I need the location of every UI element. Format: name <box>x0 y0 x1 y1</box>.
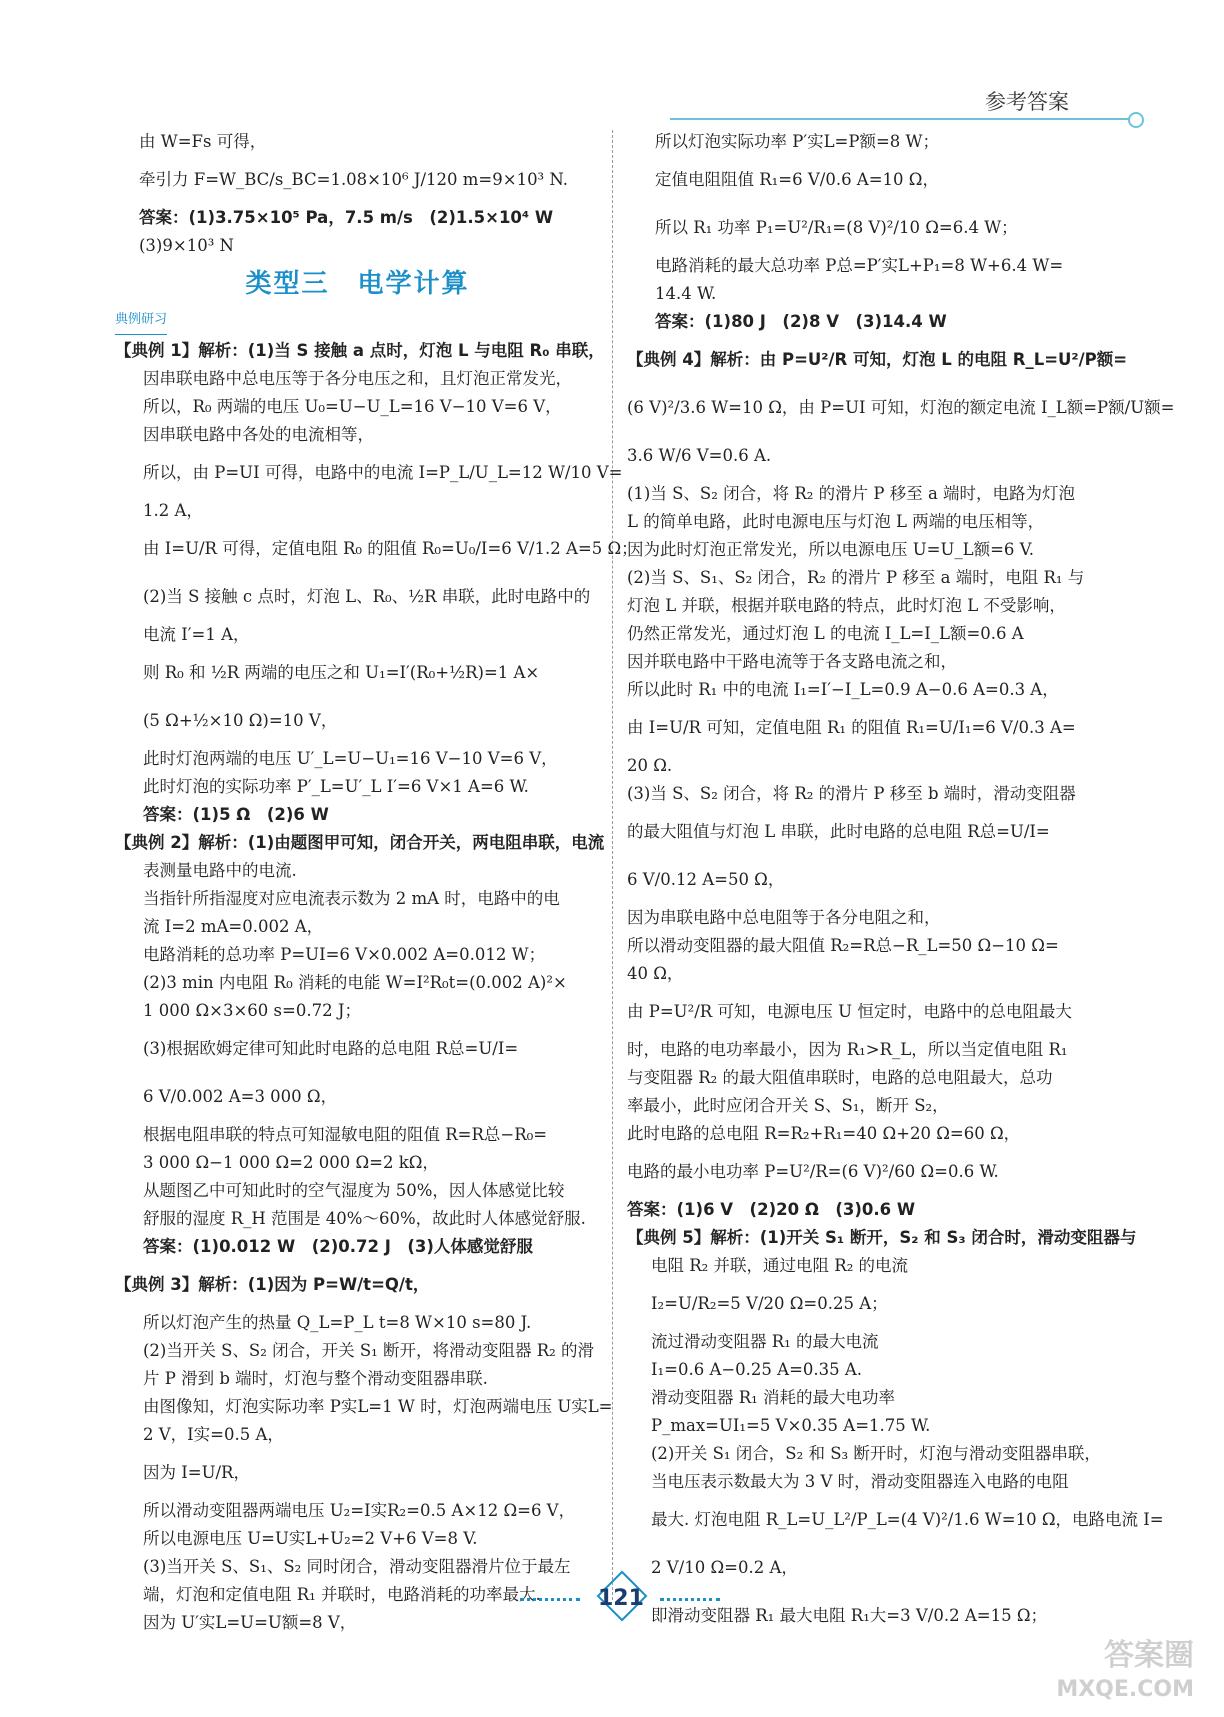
text-line: (3)当开关 S、S₁、S₂ 同时闭合，滑动变阻器滑片位于最左 <box>143 1557 571 1576</box>
text-line: 14.4 W. <box>655 284 717 303</box>
page-number <box>520 1580 720 1620</box>
text-line: 舒服的湿度 R_H 范围是 40%～60%，故此时人体感觉舒服. <box>143 1209 586 1228</box>
text-line: I₁=0.6 A−0.25 A=0.35 A. <box>651 1360 863 1379</box>
text-line: (2)3 min 内电阻 R₀ 消耗的电能 W=I²R₀t=(0.002 A)²× <box>143 973 567 992</box>
text-line: 流过滑动变阻器 R₁ 的最大电流 <box>651 1332 879 1351</box>
text-line: 电路的最小电功率 P=U²/R=(6 V)²/60 Ω=0.6 W. <box>627 1162 999 1181</box>
text-line: 因串联电路中总电压等于各分电压之和，且灯泡正常发光， <box>143 369 572 388</box>
text-line: (2)当 S 接触 c 点时，灯泡 L、R₀、½R 串联，此时电路中的 <box>143 587 591 606</box>
example-3-continued <box>627 128 1117 336</box>
text-line: 仍然正常发光，通过灯泡 L 的电流 I_L=I_L额=0.6 A <box>627 624 1024 643</box>
right-column <box>627 128 1175 1640</box>
text-line: 滑动变阻器 R₁ 消耗的最大电功率 <box>651 1388 896 1407</box>
text-line: 所以 R₁ 功率 P₁=U²/R₁=(8 V)²/10 Ω=6.4 W； <box>655 218 1018 237</box>
text-line: 片 P 滑到 b 端时，灯泡与整个滑动变阻器串联. <box>143 1369 488 1388</box>
text-line: 电流 I′=1 A， <box>143 625 250 644</box>
text-line: L 的简单电路，此时电源电压与灯泡 L 两端的电压相等， <box>627 512 1045 531</box>
watermark-url: MXQE.COM <box>1056 1677 1194 1702</box>
page-header <box>0 0 1224 130</box>
text-line: (2)当 S、S₁、S₂ 闭合，R₂ 的滑片 P 移至 a 端时，电阻 R₁ 与 <box>627 568 1085 587</box>
column-divider <box>612 130 613 1600</box>
text-line: 因为 I=U/R， <box>143 1463 250 1482</box>
text-line: 的最大阻值与灯泡 L 串联，此时电路的总电阻 R总=U/I= <box>627 822 1050 841</box>
text-line: 由 W=Fs 可得， <box>139 132 267 151</box>
page-number-dots-left <box>520 1598 580 1601</box>
text-line: 率最小，此时应闭合开关 S、S₁，断开 S₂， <box>627 1096 949 1115</box>
example-heading: 【典例 4】解析：由 P=U²/R 可知，灯泡 L 的电阻 R_L=U²/P额= <box>627 350 1128 369</box>
text-line: 即滑动变阻器 R₁ 最大电阻 R₁大=3 V/0.2 A=15 Ω； <box>651 1606 1047 1625</box>
text-line: 时，电路的电功率最小，因为 R₁>R_L，所以当定值电阻 R₁ <box>627 1040 1068 1059</box>
answer-line: 答案：(1)0.012 W (2)0.72 J (3)人体感觉舒服 <box>143 1237 533 1256</box>
text-line: 牵引力 F=W_BC/s_BC=1.08×10⁶ J/120 m=9×10³ N. <box>139 170 569 189</box>
text-line: 所以灯泡产生的热量 Q_L=P_L t=8 W×10 s=80 J. <box>143 1313 532 1332</box>
text-line: 定值电阻阻值 R₁=6 V/0.6 A=10 Ω， <box>655 170 939 189</box>
example-heading: 【典例 5】解析：(1)开关 S₁ 断开，S₂ 和 S₃ 闭合时，滑动变阻器与 <box>627 1228 1137 1247</box>
watermark-logo <box>1056 1639 1194 1707</box>
answer-line: 答案：(1)6 V (2)20 Ω (3)0.6 W <box>627 1200 916 1219</box>
text-line: 1 000 Ω×3×60 s=0.72 J； <box>143 1001 361 1020</box>
text-line: 2 V，I实=0.5 A， <box>143 1425 284 1444</box>
text-line: 此时灯泡两端的电压 U′_L=U−U₁=16 V−10 V=6 V， <box>143 749 558 768</box>
text-line: 根据电阻串联的特点可知湿敏电阻的阻值 R=R总−R₀= <box>143 1125 548 1144</box>
answer-line: 答案：(1)5 Ω (2)6 W <box>143 805 329 824</box>
left-column <box>115 128 638 1637</box>
text-line: 1.2 A， <box>143 501 203 520</box>
text-line: 由 I=U/R 可知，定值电阻 R₁ 的阻值 R₁=U/I₁=6 V/0.3 A= <box>627 718 1076 737</box>
answer-line: 答案：(1)80 J (2)8 V (3)14.4 W <box>655 312 947 331</box>
example-1 <box>115 337 638 829</box>
text-line: P_max=UI₁=5 V×0.35 A=1.75 W. <box>651 1416 931 1435</box>
header-rule <box>670 118 1130 120</box>
text-line: 由图像知，灯泡实际功率 P实L=1 W 时，灯泡两端电压 U实L= <box>143 1397 613 1416</box>
text-line: 所以滑动变阻器两端电压 U₂=I实R₂=0.5 A×12 Ω=6 V， <box>143 1501 576 1520</box>
text-line: 流 I=2 mA=0.002 A， <box>143 917 324 936</box>
header-circle-icon <box>1128 112 1144 128</box>
text-line: (3)根据欧姆定律可知此时电路的总电阻 R总=U/I= <box>143 1039 519 1058</box>
text-line: (6 V)²/3.6 W=10 Ω，由 P=UI 可知，灯泡的额定电流 I_L额=P额/U额= <box>627 398 1175 417</box>
text-line: 2 V/10 Ω=0.2 A， <box>651 1558 798 1577</box>
intro-block <box>115 128 600 260</box>
text-line: 表测量电路中的电流. <box>143 861 297 880</box>
text-line: (3)当 S、S₂ 闭合，将 R₂ 的滑片 P 移至 b 端时，滑动变阻器 <box>627 784 1076 803</box>
text-line: (2)当开关 S、S₂ 闭合，开关 S₁ 断开，将滑动变阻器 R₂ 的滑 <box>143 1341 595 1360</box>
text-line: 所以电源电压 U=U实L+U₂=2 V+6 V=8 V. <box>143 1529 478 1548</box>
text-line: 从题图乙中可知此时的空气湿度为 50%，因人体感觉比较 <box>143 1181 565 1200</box>
text-line: (2)开关 S₁ 闭合，S₂ 和 S₃ 断开时，灯泡与滑动变阻器串联， <box>651 1444 1101 1463</box>
text-line: 6 V/0.002 A=3 000 Ω， <box>143 1087 338 1106</box>
text-line: 此时灯泡的实际功率 P′_L=U′_L I′=6 V×1 A=6 W. <box>143 777 529 796</box>
text-line: 最大. 灯泡电阻 R_L=U_L²/P_L=(4 V)²/1.6 W=10 Ω，电路电流 I= <box>651 1510 1164 1529</box>
example-4 <box>627 336 1175 1224</box>
header-title: 参考答案 <box>985 90 1069 114</box>
text-line: 20 Ω. <box>627 756 673 775</box>
section-title: 类型三 电学计算 <box>245 269 470 299</box>
example-2 <box>115 829 605 1261</box>
text-line: (3)9×10³ N <box>139 236 234 255</box>
text-line: 6 V/0.12 A=50 Ω， <box>627 870 785 889</box>
text-line: 与变阻器 R₂ 的最大阻值串联时，电路的总电阻最大，总功 <box>627 1068 1053 1087</box>
text-line: 端，灯泡和定值电阻 R₁ 并联时，电路消耗的功率最大. <box>143 1585 541 1604</box>
text-line: (1)当 S、S₂ 闭合，将 R₂ 的滑片 P 移至 a 端时，电路为灯泡 <box>627 484 1076 503</box>
text-line: 因为串联电路中总电阻等于各分电阻之和， <box>627 908 941 927</box>
sub-label: 典例研习 <box>115 306 167 335</box>
text-line: 3 000 Ω−1 000 Ω=2 000 Ω=2 kΩ， <box>143 1153 439 1172</box>
text-line: 由 I=U/R 可得，定值电阻 R₀ 的阻值 R₀=U₀/I=6 V/1.2 A=5 Ω； <box>143 539 638 558</box>
text-line: 所以此时 R₁ 中的电流 I₁=I′−I_L=0.9 A−0.6 A=0.3 A， <box>627 680 1059 699</box>
text-line: 当指针所指湿度对应电流表示数为 2 mA 时，电路中的电 <box>143 889 560 908</box>
text-line: 所以灯泡实际功率 P′实L=P额=8 W； <box>655 132 940 151</box>
text-line: 电路消耗的最大总功率 P总=P′实L+P₁=8 W+6.4 W= <box>655 256 1064 275</box>
text-line: 3.6 W/6 V=0.6 A. <box>627 446 772 465</box>
example-5 <box>627 1224 1164 1640</box>
watermark-text: 答案圈 <box>1104 1638 1194 1673</box>
text-line: 则 R₀ 和 ½R 两端的电压之和 U₁=I′(R₀+½R)=1 A× <box>143 663 540 682</box>
text-line: 因为此时灯泡正常发光，所以电源电压 U=U_L额=6 V. <box>627 540 1034 559</box>
text-line: 此时电路的总电阻 R=R₂+R₁=40 Ω+20 Ω=60 Ω， <box>627 1124 1021 1143</box>
text-line: 当电压表示数最大为 3 V 时，滑动变阻器连入电路的电阻 <box>651 1472 1069 1491</box>
text-line: 因串联电路中各处的电流相等， <box>143 425 374 444</box>
text-line: 因并联电路中干路电流等于各支路电流之和， <box>627 652 957 671</box>
text-line: 由 P=U²/R 可知，电源电压 U 恒定时，电路中的总电阻最大 <box>627 1002 1072 1021</box>
text-line: 所以滑动变阻器的最大阻值 R₂=R总−R_L=50 Ω−10 Ω= <box>627 936 1059 955</box>
text-line: I₂=U/R₂=5 V/20 Ω=0.25 A； <box>651 1294 888 1313</box>
example-heading: 【典例 2】解析：(1)由题图甲可知，闭合开关，两电阻串联，电流 <box>115 833 605 852</box>
text-line: 电路消耗的总功率 P=UI=6 V×0.002 A=0.012 W； <box>143 945 546 964</box>
text-line: 所以，由 P=UI 可得，电路中的电流 I=P_L/U_L=12 W/10 V= <box>143 463 623 482</box>
example-heading: 【典例 3】解析：(1)因为 P=W/t=Q/t， <box>115 1275 430 1294</box>
text-line: 所以，R₀ 两端的电压 U₀=U−U_L=16 V−10 V=6 V， <box>143 397 562 416</box>
text-line: 电阻 R₂ 并联，通过电阻 R₂ 的电流 <box>651 1256 909 1275</box>
answer-line: 答案：(1)3.75×10⁵ Pa，7.5 m/s (2)1.5×10⁴ W <box>139 208 554 227</box>
page-number-text: 121 <box>598 1586 644 1611</box>
text-line: 40 Ω， <box>627 964 684 983</box>
page-number-dots-right <box>660 1598 720 1601</box>
text-line: 因为 U′实L=U=U额=8 V， <box>143 1613 357 1632</box>
text-line: (5 Ω+½×10 Ω)=10 V， <box>143 711 338 730</box>
example-heading: 【典例 1】解析：(1)当 S 接触 a 点时，灯泡 L 与电阻 R₀ 串联， <box>115 341 605 360</box>
text-line: 灯泡 L 并联，根据并联电路的特点，此时灯泡 L 不受影响， <box>627 596 1066 615</box>
